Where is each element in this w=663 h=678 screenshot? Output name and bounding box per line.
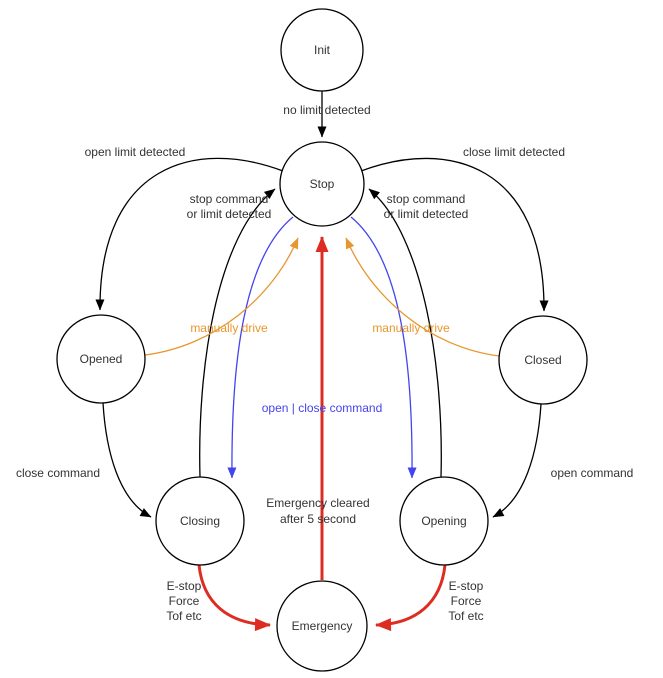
edge-opening-to-emergency: [376, 565, 445, 625]
label-no-limit-detected: no limit detected: [283, 103, 371, 117]
label-estop-right-line1: E-stop: [448, 579, 484, 593]
label-close-command: close command: [15, 466, 101, 480]
edge-stop-to-opened: [100, 158, 283, 310]
edge-closing-to-emergency: [199, 565, 270, 625]
label-stop-command-right-line1: stop command: [386, 192, 466, 206]
opened-label: Opened: [79, 352, 123, 366]
label-estop-left-line3: Tof etc: [166, 609, 202, 623]
label-stop-command-left-line2: or limit detected: [186, 207, 272, 221]
state-node-opening: [400, 477, 488, 565]
label-close-limit-detected: close limit detected: [462, 145, 566, 159]
label-stop-command-right-line2: or limit detected: [383, 207, 469, 221]
edge-opened-to-closing: [103, 403, 151, 517]
closing-label: Closing: [179, 514, 221, 528]
label-manually-drive-left: manually drive: [190, 321, 268, 335]
label-estop-left-line1: E-stop: [166, 579, 202, 593]
edge-stop-to-opening: [351, 217, 412, 478]
edge-stop-to-closed: [361, 158, 544, 311]
label-open-close-command: open | close command: [261, 401, 383, 415]
edge-opened-to-stop: [145, 238, 298, 355]
init-label: Init: [313, 43, 331, 57]
state-node-init: [281, 9, 363, 91]
edge-closed-to-stop: [346, 238, 499, 356]
label-stop-command-right: [384, 192, 469, 221]
state-node-closing: [156, 477, 244, 565]
label-emergency-cleared: [266, 496, 369, 526]
stop-label: Stop: [309, 177, 335, 191]
edge-stop-to-closing: [232, 217, 293, 478]
emergency-label: Emergency: [291, 619, 353, 633]
label-estop-right-line2: Force: [450, 594, 482, 608]
state-node-closed: [499, 316, 587, 404]
closed-label: Closed: [524, 353, 562, 367]
label-emergency-cleared-line1: Emergency cleared: [266, 496, 370, 510]
label-stop-command-left-line1: stop command: [189, 192, 269, 206]
label-estop-right-line3: Tof etc: [448, 609, 484, 623]
label-stop-command-left: [187, 192, 272, 221]
label-estop-left: [166, 579, 201, 623]
opening-label: Opening: [421, 514, 467, 528]
label-emergency-cleared-line2: after 5 second: [279, 512, 357, 526]
state-node-emergency: [277, 581, 367, 671]
label-open-command: open command: [550, 466, 634, 480]
label-open-limit-detected: open limit detected: [84, 145, 186, 159]
state-node-stop: [280, 142, 364, 226]
state-node-opened: [57, 315, 145, 403]
edge-closed-to-opening: [493, 404, 541, 517]
label-manually-drive-right: manually drive: [372, 321, 450, 335]
label-estop-right: [448, 579, 483, 623]
label-estop-left-line2: Force: [168, 594, 200, 608]
